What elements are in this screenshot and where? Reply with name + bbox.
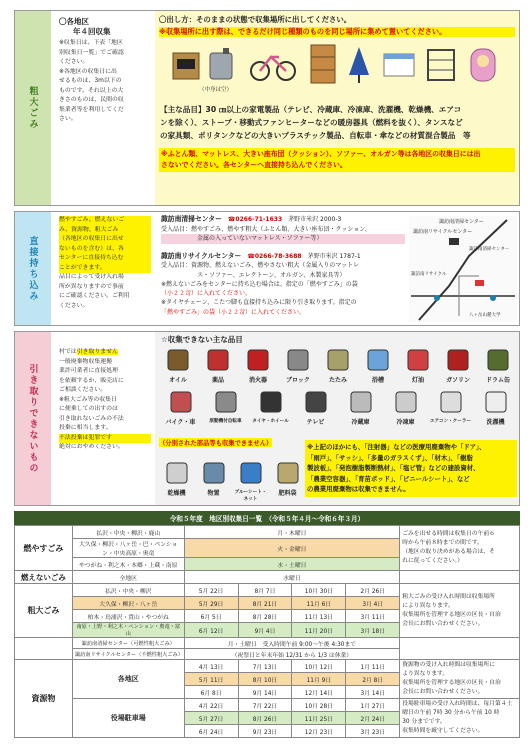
non-collect-item — [319, 347, 357, 384]
umbrella-icon — [347, 45, 371, 85]
item-label: 薬品 — [211, 377, 224, 384]
item-icon — [238, 460, 264, 486]
rack-icon — [425, 47, 457, 83]
baby-seat-icon — [465, 45, 501, 85]
non-collect-item — [479, 347, 517, 384]
row3-items — [155, 450, 305, 504]
item-icon — [165, 347, 191, 373]
item-icon — [325, 347, 351, 373]
item-label: 肥料袋 — [278, 490, 297, 497]
non-collect-item — [294, 389, 337, 426]
schedule-grid: 燃やすごみ 払沢・中央・柳沢・鹿山 月・木曜日 ごみを出せる時間は収集日の午前６ 時から午前８時までの間です。 （地区の取り決めがある場合は、そ れに従ってください。） 大久保・柳沢・八ヶ岳・巴・ペンション・中央高原・奥竜 火・金曜日 やつがね・利之木・本郷・上蔵・南原 水・土曜日 燃えないごみ 全地区 水曜日 粗大ごみ 払沢・中央・柳沢 5月 22日 8月 7日 10月 30日 2月 26日 粗大ごみの受け入れ時間は収集場所 により異なります。 収集場所を管理する地区の区長・自治 会長にお問い合わせください。 大久保・柳沢・八ヶ岳 5月 29日 8月 21日 11月 6日 3月 4日 柏木・鳥浦沢・貴山・やつがね 6月 5日 8月 28日 11月 13日 3月 11日 南原・上野・利之木・ペンション・奥竜・富山 6月 12日 9月 4日 11月 20日 3月 18日 諏訪南清掃センター（可燃性粗大ごみ） 月・土曜日 受入時間午前 9:00～午後 4:30まで 諏訪南リサイクルセンター（不燃性粗大ごみ） （祝祭日と年末年始 12/31 から 1/3 は休業） 資源物 各地区 4月 13日 7月 13日 10月 12日 1月 11日 資源物の受け入れ時間は収集場所に より異なります。 収集場所を管理する地区の区長・自治 会長にお問い合わせください。 5月 11日 8月 10日 11月 9日 2月 8日 6月 8日 9月 14日 12月 14日 3月 14日 役場駐車場 4月 22日 7月 22日 10月 28日 1月 27日 役場駐車場の受け入れ時間は、毎月第４土 曜日の午前 7時 30 分から午前 10 時 30 分までです。 収集時間を厳守してください。 5月 27日 8月 26日 11月 25日 2月 24日 6月 24日 9月 23日 12月 23日 3月 23日 — [14, 525, 520, 738]
kerosene-heater-icon — [171, 49, 201, 81]
non-collect-item — [159, 347, 197, 384]
item-label: 洗濯機 — [486, 419, 505, 426]
item-label: 消火器 — [248, 377, 267, 384]
map: 諏訪南清掃センター 諏訪南リサイクルセンター 諏訪南清掃センター 諏訪南リサイクル 八ヶ岳山麓大学 — [409, 216, 517, 322]
item-icon — [365, 347, 391, 373]
item-label: テレビ — [306, 419, 325, 426]
non-collect-item — [204, 389, 247, 424]
item-icon — [201, 460, 227, 486]
non-collect-item — [270, 460, 305, 497]
item-label: エアコン・クーラー — [429, 419, 472, 424]
non-collect-item — [439, 347, 477, 384]
item-icon — [245, 347, 271, 373]
side-label-mochikomi: 直接持ち込み — [15, 212, 51, 325]
item-icon — [303, 389, 329, 415]
futon-notice: ※ふとん類、マットレス、大きい座布団（クッション）、ソファー、オルガン等は各地区の収集日には出 さないでください。各センターへ直接持ち込んでください。 — [159, 148, 515, 172]
item-label: ブロック — [286, 377, 310, 384]
row1-items — [155, 347, 519, 389]
hikitori-main: ☆収集できない主な品目 オイル 薬品 消火器 ブロック たたみ 浴槽 灯油 ガソリン ドラム缶 バイク・車 原動機付自転車 タイヤ・ホイール テレビ 冷蔵庫 冷凍庫 エアコン・クーラー 洗濯機 （分別された部品等も収集できません） 乾燥機 物置 ブルーシート・ネット 肥料袋 ※上記のほかにも、「注射器」などの医療用廃棄物や「ドア」、 「雨戸」、「サッシ」、「多量のガラスくず」、「材木」、「樹脂 製波板」、「発泡樹脂製断熱材」、「塩ビ管」などの建設資材、 「農業空容器」、「育苗ポッド」、「ビニールシート」、など の農業用廃棄物は収集できません。 — [155, 332, 519, 505]
item-label: 冷凍庫 — [396, 419, 415, 426]
item-label: タイヤ・ホイール — [252, 419, 289, 424]
sodai-images: （中身は空） — [159, 39, 515, 101]
row2-items — [155, 389, 519, 431]
non-collect-item — [399, 347, 437, 384]
item-icon — [483, 389, 509, 415]
cabinet-icon — [309, 43, 337, 85]
non-collect-item — [159, 389, 202, 426]
item-label: 浴槽 — [371, 377, 384, 384]
side-label-sodai: 粗大ごみ — [15, 11, 51, 205]
non-collect-item — [239, 347, 277, 384]
non-collect-item — [196, 460, 231, 497]
item-icon — [168, 389, 194, 415]
non-collect-item — [474, 389, 517, 426]
polytank-icon — [207, 47, 235, 81]
item-label: ガソリン — [445, 377, 470, 384]
non-collect-item — [429, 389, 472, 424]
section-sodai — [14, 10, 520, 206]
non-collect-item — [384, 389, 427, 426]
item-label: ドラム缶 — [486, 377, 510, 384]
item-label: 物置 — [207, 490, 220, 497]
item-icon — [348, 389, 374, 415]
non-collect-note: ※上記のほかにも、「注射器」などの医療用廃棄物や「ドア」、 「雨戸」、「サッシ」、「多量のガラスくず」、「材木」、「樹脂 製波板」、「発泡樹脂製断熱材」、「塩ビ管」などの建設資材、 「農業空容器」、「育苗ポッド」、「ビニールシート」、など の農業用廃棄物は収集できません。 — [305, 440, 517, 497]
bicycle-icon — [249, 47, 297, 81]
item-icon — [438, 389, 464, 415]
sodai-main: 〇出し方：そのままの状態で収集場所に出してください。 ※収集場所に出す際は、できるだけ同じ種類のものを同じ場所に集めて置いてください。 （中身は空） 【主な品目】30 ㎝以上の家電製品（テレビ、冷蔵庫、冷凍庫、洗濯機、乾燥機、エアコ ンを除く）、ストーブ・移動式ファンヒーターなどの暖房器具（燃料を抜く）、タンスなど の家具類、ポリタンクなどの大きいプラスチック製品、自転車・傘などの材質混合製品 等 ※ふとん類、マットレス、大きい座布団（クッション）、ソファー、オルガン等は各地区の収集日には出 さないでください。各センターへ直接持ち込んでください。 — [155, 11, 519, 205]
item-icon — [393, 389, 419, 415]
item-icon — [205, 347, 231, 373]
non-collect-item — [279, 347, 317, 384]
non-collect-item — [249, 389, 292, 424]
item-label: たたみ — [328, 377, 347, 384]
item-icon — [405, 347, 431, 373]
item-icon — [485, 347, 511, 373]
item-label: 原動機付自転車 — [209, 419, 242, 424]
item-label: 灯油 — [411, 377, 424, 384]
item-label: ブルーシート・ネット — [234, 490, 267, 502]
non-collect-item — [159, 460, 194, 497]
hikitori-info: 村では引き取りません 一般廃棄物収集運搬 業許可業者に直接処理 を依頼するか、販売店に ご相談ください。 ※粗大ごみ等の収集日 に便乗しての出すのは 引き取れないごみの不法 投棄に相当します。 不法投棄は犯罪です 絶対におやめください。 — [59, 348, 151, 453]
non-collect-item — [233, 460, 268, 502]
side-label-hikitori: 引き取りできないもの — [15, 332, 51, 505]
item-icon — [213, 389, 239, 415]
non-collect-item — [199, 347, 237, 384]
section-mochikomi — [14, 211, 520, 326]
non-collect-item — [339, 389, 382, 426]
container-icon — [381, 49, 417, 79]
item-label: オイル — [169, 377, 187, 384]
item-icon — [258, 389, 284, 415]
non-collect-item — [359, 347, 397, 384]
item-icon — [285, 347, 311, 373]
item-label: バイク・車 — [165, 419, 196, 426]
item-icon — [275, 460, 301, 486]
item-icon — [445, 347, 471, 373]
center1: 諏訪南清掃センター ☎0266-71-1633 茅野市米沢 2000-3 受入品目：燃やすごみ、燃やす粗大（ふとん類、大きい座布団・クッション、 金属の入っていないマットレス・ソファー等） — [161, 215, 405, 244]
sodai-info: 〇各地区 年４回収集 ※収集日は、下表「地区 別収集日一覧」でご確認 ください。 ※各地区の収集日に出 せるものは、3m以下の ものです。それ以上の大 きさのものは、民間の収 集業者等を利用してくだ さい。 — [59, 17, 124, 122]
mochikomi-info: 燃やすごみ、燃えないご み、資源物、粗大ごみ （各地区の収集日に出せ ないものを含む）は、各 センターに直接持ち込む ことができます。 品目によって受け入れ場 所が異なりますので事前 にご確認ください。ご利用 ください。 — [59, 216, 151, 311]
item-label: 乾燥機 — [167, 490, 186, 497]
main-items: 【主な品目】30 ㎝以上の家電製品（テレビ、冷蔵庫、冷凍庫、洗濯機、乾燥機、エアコ ンを除く）、ストーブ・移動式ファンヒーターなどの暖房器具（燃料を抜く）、タンスなど の家具類、ポリタンクなどの大きいプラスチック製品、自転車・傘などの材質混合製品 等 — [160, 105, 471, 140]
item-icon — [164, 460, 190, 486]
center2: 諏訪南リサイクルセンター ☎0266-78-3688 茅野市米沢 1787-1 受入品目：資源物、燃えないごみ、燃やさない粗大（金属入りのマットレ ス・ソファー、エレクトーン、オルガン、木製家具等） ※燃えないごみをセンターに持ち込む場合は、指定の「燃やすごみ」の袋 （小２２竒）に入れてください。 ※タイヤチェーン、こたつ脚も直接持ち込みに限り引き取ります。指定の 「燃やすごみ」の袋（小２２竒）に入れてください。 — [161, 252, 361, 316]
schedule-table: 令和５年度 地区別収集日一覧 （令和５年４月～令和６年３月） 燃やすごみ 払沢・中央・柳沢・鹿山 月・木曜日 ごみを出せる時間は収集日の午前６ 時から午前８時までの間です。 （地区の取り決めがある場合は、そ れに従ってください。） 大久保・柳沢・八ヶ岳・巴・ペンション・中央高原・奥竜 火・金曜日 やつがね・利之木・本郷・上蔵・南原 水・土曜日 燃えないごみ 全地区 水曜日 粗大ごみ 払沢・中央・柳沢 5月 22日 8月 7日 10月 30日 2月 26日 粗大ごみの受け入れ時間は収集場所 により異なります。 収集場所を管理する地区の区長・自治 会長にお問い合わせください。 大久保・柳沢・八ヶ岳 5月 29日 8月 21日 11月 6日 3月 4日 柏木・鳥浦沢・貴山・やつがね 6月 5日 8月 28日 11月 13日 3月 11日 南原・上野・利之木・ペンション・奥竜・富山 6月 12日 9月 4日 11月 20日 3月 18日 諏訪南清掃センター（可燃性粗大ごみ） 月・土曜日 受入時間午前 9:00～午後 4:30まで 諏訪南リサイクルセンター（不燃性粗大ごみ） （祝祭日と年末年始 12/31 から 1/3 は休業） 資源物 各地区 4月 13日 7月 13日 10月 12日 1月 11日 資源物の受け入れ時間は収集場所に より異なります。 収集場所を管理する地区の区長・自治 会長にお問い合わせください。 5月 11日 8月 10日 11月 9日 2月 8日 6月 8日 9月 14日 12月 14日 3月 14日 役場駐車場 4月 22日 7月 22日 10月 28日 1月 27日 役場駐車場の受け入れ時間は、毎月第４土 曜日の午前 7時 30 分から午前 10 時 30 分までです。 収集時間を厳守してください。 5月 27日 8月 26日 11月 25日 2月 24日 6月 24日 9月 23日 12月 23日 3月 23日 — [14, 511, 520, 738]
section-hikitori — [14, 331, 520, 506]
item-label: 冷蔵庫 — [351, 419, 370, 426]
